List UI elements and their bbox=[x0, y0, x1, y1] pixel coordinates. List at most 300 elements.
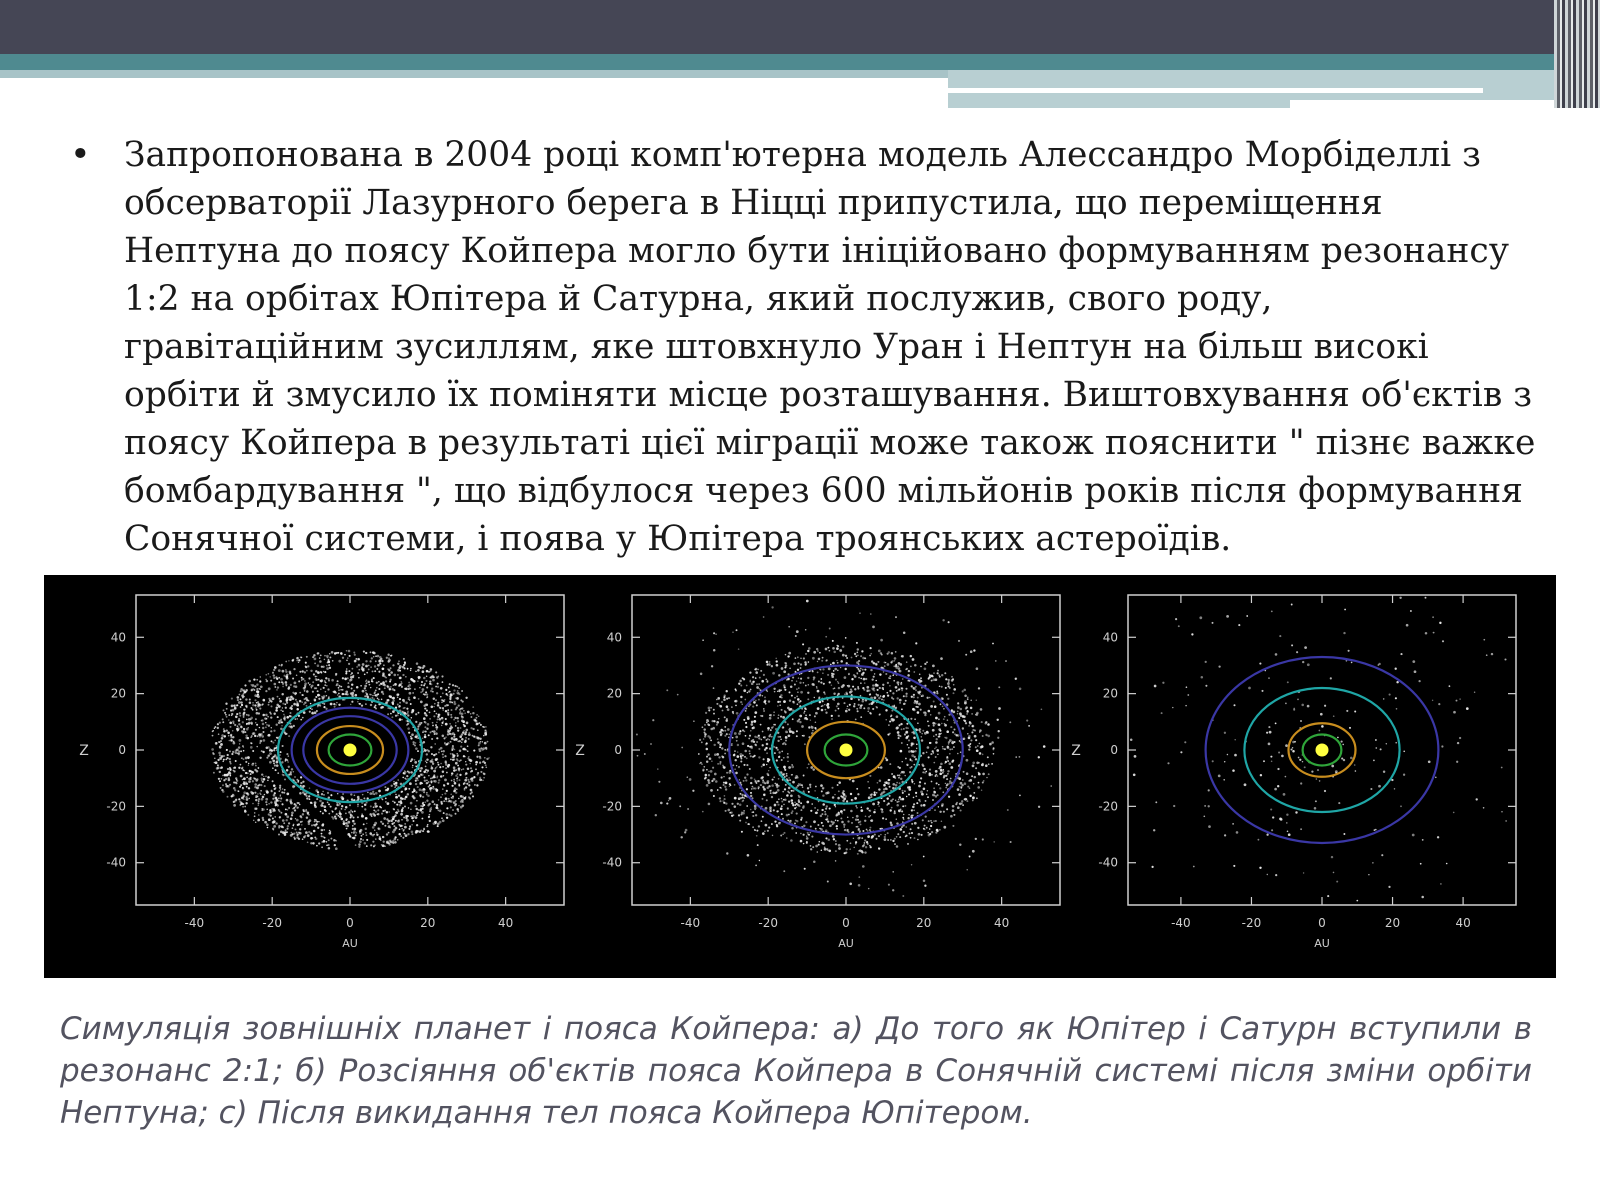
particle bbox=[361, 813, 363, 815]
particle bbox=[791, 695, 793, 697]
panel-a-x-tick-label: 40 bbox=[497, 916, 514, 930]
particle bbox=[280, 678, 283, 681]
particle bbox=[719, 800, 721, 802]
particle bbox=[790, 820, 792, 822]
particle bbox=[260, 676, 261, 677]
particle bbox=[724, 695, 726, 697]
particle bbox=[285, 809, 287, 811]
particle bbox=[886, 804, 888, 806]
particle bbox=[411, 824, 413, 826]
particle bbox=[805, 821, 807, 823]
particle bbox=[935, 717, 938, 720]
particle bbox=[911, 754, 914, 757]
particle bbox=[369, 792, 372, 795]
particle bbox=[788, 766, 791, 769]
panel-c-x-tick-label: -40 bbox=[1171, 916, 1191, 930]
particle bbox=[327, 656, 329, 658]
particle bbox=[471, 779, 473, 781]
particle bbox=[1474, 692, 1475, 693]
particle bbox=[279, 785, 281, 787]
particle bbox=[998, 707, 1001, 710]
particle bbox=[373, 793, 375, 795]
particle bbox=[265, 798, 268, 801]
particle bbox=[234, 724, 236, 726]
particle bbox=[405, 796, 408, 799]
particle bbox=[788, 800, 790, 802]
particle bbox=[762, 731, 764, 733]
particle bbox=[429, 718, 431, 720]
particle bbox=[457, 720, 459, 722]
particle bbox=[883, 671, 885, 673]
particle bbox=[473, 735, 475, 737]
particle bbox=[372, 670, 374, 672]
particle bbox=[311, 685, 313, 687]
particle bbox=[329, 667, 331, 669]
particle bbox=[846, 662, 848, 664]
particle bbox=[347, 677, 349, 679]
particle bbox=[702, 770, 704, 772]
particle bbox=[933, 791, 936, 794]
particle bbox=[892, 798, 894, 800]
particle bbox=[903, 695, 905, 697]
particle bbox=[365, 703, 367, 705]
particle bbox=[424, 712, 426, 714]
particle bbox=[385, 798, 387, 800]
particle bbox=[833, 838, 835, 840]
particle bbox=[342, 689, 344, 691]
particle bbox=[1414, 670, 1417, 673]
particle bbox=[864, 839, 866, 841]
particle bbox=[719, 731, 722, 734]
particle bbox=[347, 833, 350, 836]
particle bbox=[781, 805, 783, 807]
particle bbox=[325, 677, 327, 679]
particle bbox=[278, 833, 280, 835]
particle bbox=[920, 804, 922, 806]
particle bbox=[256, 702, 258, 704]
particle bbox=[286, 809, 288, 811]
particle bbox=[874, 684, 877, 687]
particle bbox=[349, 804, 351, 806]
particle bbox=[326, 685, 328, 687]
particle bbox=[1344, 609, 1346, 611]
particle bbox=[737, 803, 739, 805]
particle bbox=[231, 795, 233, 797]
particle bbox=[293, 807, 295, 809]
particle bbox=[370, 687, 371, 688]
particle bbox=[949, 762, 952, 765]
particle bbox=[797, 785, 799, 787]
particle bbox=[229, 758, 231, 760]
particle bbox=[840, 811, 842, 813]
particle bbox=[800, 667, 802, 669]
header-bar-dark bbox=[0, 0, 1600, 54]
particle bbox=[742, 742, 745, 745]
particle bbox=[752, 826, 754, 828]
particle bbox=[1368, 874, 1369, 875]
particle bbox=[903, 703, 905, 705]
particle bbox=[245, 761, 247, 763]
particle bbox=[746, 757, 748, 759]
particle bbox=[320, 811, 322, 813]
particle bbox=[1307, 663, 1310, 666]
particle bbox=[220, 787, 222, 789]
particle bbox=[321, 802, 324, 805]
particle bbox=[436, 713, 438, 715]
particle bbox=[713, 687, 715, 689]
particle bbox=[1185, 705, 1187, 707]
particle bbox=[777, 804, 779, 806]
particle bbox=[873, 676, 875, 678]
particle bbox=[451, 694, 453, 696]
particle bbox=[445, 693, 447, 695]
particle bbox=[457, 730, 459, 732]
particle bbox=[920, 777, 922, 779]
particle bbox=[721, 776, 723, 778]
particle bbox=[708, 771, 709, 772]
particle bbox=[987, 735, 990, 738]
particle bbox=[455, 791, 457, 793]
particle bbox=[424, 683, 426, 685]
particle bbox=[348, 811, 350, 813]
particle bbox=[272, 742, 274, 744]
particle bbox=[827, 849, 829, 851]
particle bbox=[702, 811, 704, 813]
particle bbox=[470, 771, 472, 773]
particle bbox=[905, 669, 907, 671]
particle bbox=[408, 684, 411, 687]
particle bbox=[483, 760, 485, 762]
particle bbox=[888, 724, 890, 726]
particle bbox=[259, 727, 260, 728]
particle bbox=[289, 800, 291, 802]
particle bbox=[270, 811, 271, 812]
particle bbox=[717, 697, 720, 700]
particle bbox=[846, 708, 847, 709]
particle bbox=[913, 694, 915, 696]
particle bbox=[424, 801, 426, 803]
particle bbox=[969, 721, 971, 723]
particle bbox=[932, 750, 934, 752]
particle bbox=[441, 751, 443, 753]
particle bbox=[777, 717, 779, 719]
particle bbox=[940, 703, 942, 705]
particle bbox=[897, 775, 899, 777]
particle bbox=[371, 815, 373, 817]
particle bbox=[449, 698, 451, 700]
particle bbox=[263, 699, 266, 702]
particle bbox=[818, 680, 820, 682]
particle bbox=[889, 721, 891, 723]
particle bbox=[1412, 660, 1415, 663]
particle bbox=[276, 689, 278, 691]
particle bbox=[857, 648, 859, 650]
particle bbox=[939, 811, 941, 813]
particle bbox=[822, 842, 825, 845]
particle bbox=[439, 766, 441, 768]
particle bbox=[314, 663, 316, 665]
particle bbox=[780, 835, 782, 837]
particle bbox=[884, 838, 887, 841]
particle bbox=[254, 812, 256, 814]
particle bbox=[373, 824, 376, 827]
particle bbox=[230, 736, 232, 738]
particle bbox=[947, 682, 950, 685]
particle bbox=[419, 687, 420, 688]
particle bbox=[719, 746, 721, 748]
particle bbox=[778, 751, 780, 753]
particle bbox=[391, 716, 393, 718]
particle bbox=[258, 784, 260, 786]
particle bbox=[756, 835, 758, 837]
particle bbox=[792, 731, 795, 734]
particle bbox=[446, 772, 448, 774]
particle bbox=[286, 769, 289, 772]
particle bbox=[782, 726, 785, 729]
particle bbox=[993, 753, 995, 755]
particle bbox=[485, 766, 487, 768]
particle bbox=[750, 795, 752, 797]
particle bbox=[290, 817, 293, 820]
particle bbox=[431, 738, 433, 740]
particle bbox=[804, 661, 806, 663]
particle bbox=[1501, 767, 1503, 769]
particle bbox=[426, 693, 428, 695]
particle bbox=[392, 664, 394, 666]
particle bbox=[943, 718, 945, 720]
particle bbox=[703, 766, 705, 768]
particle bbox=[244, 806, 246, 808]
particle bbox=[279, 754, 281, 756]
panel-b-x-tick-label: -40 bbox=[680, 916, 701, 930]
particle bbox=[310, 832, 312, 834]
particle bbox=[784, 788, 786, 790]
particle bbox=[438, 764, 440, 766]
particle bbox=[803, 682, 805, 684]
particle bbox=[953, 692, 955, 694]
particle bbox=[760, 715, 762, 717]
particle bbox=[766, 764, 767, 765]
particle bbox=[923, 880, 926, 883]
particle bbox=[370, 834, 372, 836]
particle bbox=[864, 842, 866, 844]
particle bbox=[282, 703, 284, 705]
particle bbox=[724, 726, 726, 728]
particle bbox=[1343, 632, 1345, 634]
particle bbox=[285, 681, 288, 684]
particle bbox=[446, 807, 448, 809]
particle bbox=[224, 712, 226, 714]
particle bbox=[427, 824, 429, 826]
particle bbox=[291, 705, 293, 707]
particle bbox=[1218, 665, 1220, 667]
particle bbox=[373, 677, 375, 679]
particle bbox=[964, 694, 967, 697]
particle bbox=[722, 800, 724, 802]
particle bbox=[998, 730, 1000, 732]
particle bbox=[293, 693, 294, 694]
particle bbox=[867, 781, 869, 783]
particle bbox=[282, 707, 283, 708]
particle bbox=[887, 663, 890, 666]
particle bbox=[1233, 704, 1235, 706]
particle bbox=[821, 709, 824, 712]
particle bbox=[217, 723, 219, 725]
particle bbox=[950, 726, 952, 728]
particle bbox=[309, 798, 311, 800]
particle bbox=[391, 785, 393, 787]
particle bbox=[849, 704, 851, 706]
particle bbox=[323, 706, 325, 708]
particle bbox=[312, 837, 314, 839]
particle bbox=[867, 843, 869, 845]
particle bbox=[269, 752, 272, 755]
particle bbox=[809, 714, 811, 716]
particle bbox=[250, 736, 252, 738]
particle bbox=[771, 736, 773, 738]
particle bbox=[361, 666, 363, 668]
particle bbox=[941, 674, 943, 676]
particle bbox=[860, 655, 862, 657]
particle bbox=[316, 823, 318, 825]
particle bbox=[276, 804, 278, 806]
particle bbox=[788, 652, 791, 655]
panel-b-y-tick-label: 20 bbox=[606, 686, 622, 701]
particle bbox=[457, 810, 459, 812]
particle bbox=[755, 671, 758, 674]
particle bbox=[817, 650, 819, 652]
particle bbox=[268, 818, 271, 821]
particle bbox=[796, 735, 798, 737]
particle bbox=[777, 749, 779, 751]
particle bbox=[844, 693, 846, 695]
particle bbox=[352, 828, 354, 830]
particle bbox=[938, 784, 940, 786]
particle bbox=[265, 726, 267, 728]
particle bbox=[896, 715, 899, 718]
particle bbox=[850, 697, 853, 700]
particle bbox=[982, 773, 985, 776]
particle bbox=[833, 692, 835, 694]
particle bbox=[414, 742, 416, 744]
particle bbox=[285, 661, 287, 663]
particle bbox=[428, 803, 430, 805]
particle bbox=[975, 746, 977, 748]
particle bbox=[254, 685, 256, 687]
particle bbox=[407, 723, 409, 725]
particle bbox=[908, 794, 910, 796]
particle bbox=[250, 707, 252, 709]
particle bbox=[740, 760, 742, 762]
particle bbox=[231, 753, 233, 755]
particle bbox=[352, 676, 355, 679]
particle bbox=[811, 836, 813, 838]
particle bbox=[432, 787, 435, 790]
particle bbox=[245, 796, 247, 798]
particle bbox=[1224, 732, 1226, 734]
particle bbox=[260, 794, 261, 795]
particle bbox=[871, 796, 873, 798]
particle bbox=[815, 828, 817, 830]
particle bbox=[393, 684, 395, 686]
particle bbox=[701, 741, 703, 743]
particle bbox=[431, 759, 433, 761]
particle bbox=[266, 823, 269, 826]
particle bbox=[895, 666, 898, 669]
particle bbox=[397, 839, 399, 841]
particle bbox=[1038, 756, 1040, 758]
particle bbox=[1459, 698, 1460, 699]
particle bbox=[824, 693, 826, 695]
particle bbox=[286, 831, 288, 833]
particle bbox=[968, 780, 970, 782]
particle bbox=[488, 757, 490, 759]
particle bbox=[943, 708, 945, 710]
particle bbox=[846, 829, 848, 831]
particle bbox=[911, 685, 913, 687]
particle bbox=[277, 772, 279, 774]
particle bbox=[689, 778, 692, 781]
particle bbox=[295, 718, 296, 719]
particle bbox=[837, 645, 839, 647]
particle bbox=[417, 669, 420, 672]
particle bbox=[732, 631, 733, 632]
particle bbox=[913, 709, 916, 712]
particle bbox=[929, 772, 931, 774]
particle bbox=[304, 685, 306, 687]
particle bbox=[399, 698, 401, 700]
particle bbox=[377, 655, 380, 658]
particle bbox=[480, 771, 482, 773]
particle bbox=[226, 749, 228, 751]
particle bbox=[361, 835, 363, 837]
particle bbox=[745, 710, 747, 712]
particle bbox=[245, 735, 247, 737]
particle bbox=[974, 776, 976, 778]
particle bbox=[918, 692, 921, 695]
particle bbox=[368, 665, 370, 667]
particle bbox=[405, 712, 407, 714]
particle bbox=[870, 653, 872, 655]
particle bbox=[390, 671, 393, 674]
particle bbox=[805, 685, 807, 687]
particle bbox=[898, 809, 901, 812]
particle bbox=[899, 702, 901, 704]
particle bbox=[353, 651, 355, 653]
particle bbox=[947, 760, 949, 762]
particle bbox=[324, 684, 326, 686]
particle bbox=[898, 670, 900, 672]
particle bbox=[767, 729, 768, 730]
particle bbox=[756, 686, 759, 689]
particle bbox=[264, 785, 266, 787]
particle bbox=[254, 807, 257, 810]
particle bbox=[257, 785, 259, 787]
particle bbox=[850, 793, 852, 795]
particle bbox=[894, 843, 896, 845]
particle bbox=[699, 763, 700, 764]
particle bbox=[326, 841, 328, 843]
particle bbox=[377, 693, 379, 695]
particle bbox=[766, 787, 769, 790]
particle bbox=[919, 728, 921, 730]
particle bbox=[807, 834, 808, 835]
particle bbox=[316, 845, 318, 847]
particle bbox=[404, 707, 406, 709]
particle bbox=[268, 704, 270, 706]
particle bbox=[911, 696, 913, 698]
particle bbox=[340, 686, 342, 688]
